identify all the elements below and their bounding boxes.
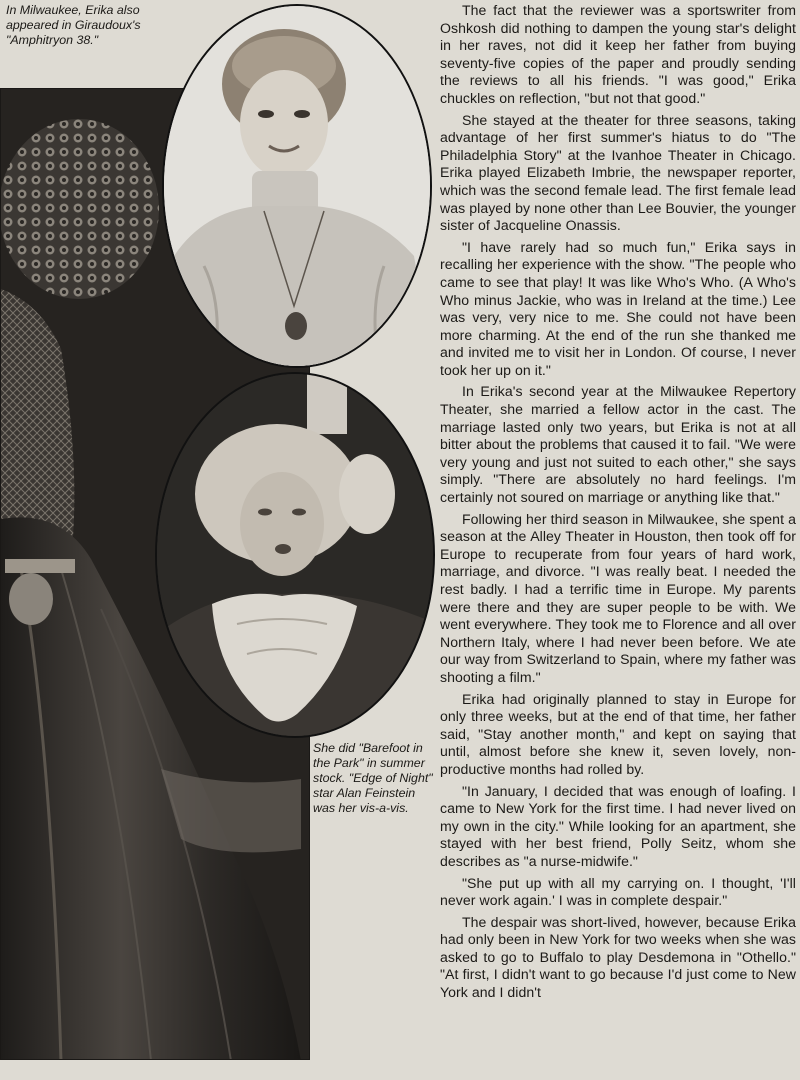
article-paragraph: "I have rarely had so much fun," Erika says in recalling her experience with the show. "The people who came to see that play! It was like Who's Who. (A Who's Who minus Jackie, who was in Ireland at the time.) Lee was very, very nice to me. She could not have been more charming. At the end of the run she thanked me and invited me to visit her in London. Of course, I never took her up on it." (440, 238, 796, 378)
article-paragraph: The fact that the reviewer was a sportswriter from Oshkosh did nothing to dampen the young star's delight in her raves, not did it keep her father from buying seventy-five copies of the paper and proudly sending the reviews to all his friends. "I was good," Erika chuckles on reflection, "but not that good." (440, 2, 796, 106)
article-paragraph: "She put up with all my carrying on. I thought, 'I'll never work again.' I was in complete despair." (440, 874, 796, 909)
caption-barefoot: She did "Barefoot in the Park" in summer stock. "Edge of Night" star Alan Feinstein was her vis-a-vis. (313, 741, 433, 815)
amphitryon-photo-art (164, 6, 432, 368)
article-column (440, 2, 796, 1006)
barefoot-photo (155, 372, 435, 738)
caption-amphitryon: In Milwaukee, Erika also appeared in Giraudoux's "Amphitryon 38." (6, 3, 141, 47)
article-paragraph: The despair was short-lived, however, because Erika had only been in New York for two weeks when she was asked to go to Buffalo to play Desdemona in "Othello." "At first, I didn't want to go because I'd just come to New York and I didn't (440, 913, 796, 1001)
article-paragraph: Erika had originally planned to stay in Europe for only three weeks, but at the end of that time, her father said, "Stay another month," and kept on saying that until, almost before she knew it, seven lovely, non-productive months had rolled by. (440, 690, 796, 777)
barefoot-photo-art (157, 374, 435, 738)
article-paragraph: "In January, I decided that was enough of loafing. I came to New York for the first time. I had never lived on my own in the city." While looking for an apartment, she stayed with her best friend, Polly Seitz, whom she describes as "a nurse-midwife." (440, 782, 796, 869)
article-paragraph: She stayed at the theater for three seasons, taking advantage of her first summer's hiatus to do "The Philadelphia Story" at the Ivanhoe Theater in Chicago. Erika played Elizabeth Imbrie, the newspaper reporter, which was the second female lead. The first female lead was played by none other than Lee Bouvier, the younger sister of Jacqueline Onassis. (440, 111, 796, 234)
amphitryon-photo (162, 4, 432, 368)
article-paragraph: In Erika's second year at the Milwaukee Repertory Theater, she married a fellow actor in the cast. The marriage lasted only two years, but Erika is not at all bitter about the problems that caused it to fail. "We were very young and just not suited to each other," she says simply. "There are absolutely no hard feelings. I'm certainly not soured on marriage or anything like that." (440, 383, 796, 506)
article-paragraph: Following her third season in Milwaukee, she spent a season at the Alley Theater in Houston, then took off for Europe to recuperate from four years of hard work, marriage, and divorce. "I was really beat. I needed the rest badly. I had a terrific time in Europe. My parents were there and they are super people to be with. We went everywhere. They took me to Florence and all over Northern Italy, where I had never been before. We ate our way from Switzerland to Spain, where my father was shooting a film." (440, 510, 796, 685)
